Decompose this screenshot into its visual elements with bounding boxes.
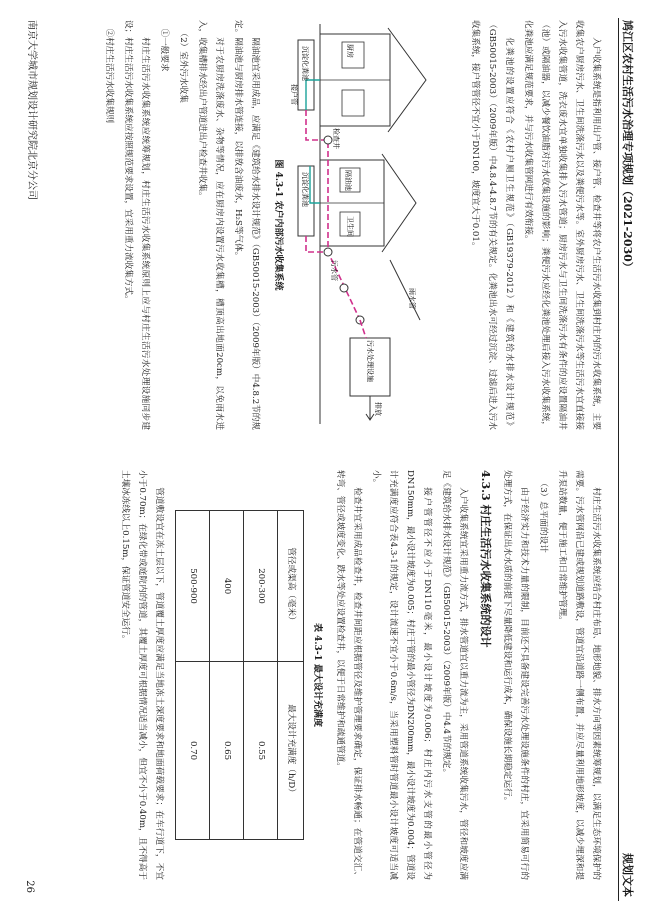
label-inspection-well: 检查井 xyxy=(332,128,340,149)
paragraph: 检查井宜采用成品检查井，检查井间距应根据管径及维护管理要求确定，保证排水畅通；在管道交汇、转弯、管径或坡度变化、跌水等处应设置检查井，以便于日常维护和疏通管道。 xyxy=(335,470,362,880)
right-column xyxy=(114,470,604,880)
paragraph: 入户收集系统是指利用出户管、接户管、检查井等将农户生活污水收集到村庄内的污水收集系统，主要收集农户厨房污水、卫生间洗涤污水以及粪便污水等。室外厨房污水、卫生间洗涤污水等生活污水宜直接接入污水收集管道，洗衣废水宜单独收集排入污水管道；厨房污水与卫生间洗涤污水有条件的应设置隔油井（池）或隔油器，以减少餐饮油脂对污水收集设施的影响；粪便污水应经化粪池处理后接入污水收集系统，化粪池应满足规范要求，并与污水收集管网进行有效衔接。 xyxy=(523,20,601,430)
table-title: 表 4.3-1 最大设计充满度 xyxy=(312,623,322,727)
label-sewer: 污水管 xyxy=(330,260,338,281)
label-toilet: 卫生间 xyxy=(346,216,354,237)
figure-caption: 图 4.3-1 农户内部污水收集系统 xyxy=(273,159,283,291)
page-number: 26 xyxy=(24,880,35,893)
left-column xyxy=(98,20,604,430)
section-title: 4.3.3 村庄生活污水收集系统的设计 xyxy=(479,470,492,648)
figure-drawing xyxy=(288,20,460,430)
paragraph: 接户管管径不应小于DN110毫米，最小设计坡度为0.006；村庄内污水支管的最小管径为DN150mm，最小设计坡度为0.005；村庄干管的最小管径为DN200mm，最小设计坡度为0.004；管道设计充满度应符合表4.3-1的规定，设计流速不宜小于0.6m/s，当采用塑料管时管道最小设计坡度可适当减小。 xyxy=(371,470,432,880)
table-cell: 400 xyxy=(210,511,244,662)
table-header-cell: 最大设计充满度（h/D） xyxy=(278,662,304,840)
subheading: ②村庄生活污水收集规则 xyxy=(104,28,114,124)
max-fullness-table xyxy=(175,510,304,840)
paragraph: 管道敷设宜在冻土层以下，管道覆土厚度应满足当地冻土深度要求和地面荷载要求；在车行道下，不宜小于0.70m；在绿化带或庭院内的管道，其覆土厚度可根据情况适当减小，但宜不小于0.40m，且不得高于土壤冰冻线以上0.15m，保证管道安全运行。 xyxy=(120,470,164,880)
label-rain-pipe: 雨水管 xyxy=(408,288,416,309)
subheading: （2）室外污水收集 xyxy=(178,28,188,103)
label-kitchen: 厨房 xyxy=(346,44,354,58)
paragraph: 化粪池的设置应符合《农村户厕卫生规范》（GB19379-2012）和《建筑给水排水设计规范》（GB50015-2003）（2009年版）中4.8.4-4.8.7节的有关规定。化粪池出水可经过沉淀、过滤后进入污水收集系统，接户管管径不宜小于DN100，坡度宜大于0.01。 xyxy=(470,20,514,430)
label-house-pipe: 接户管 xyxy=(290,84,298,105)
table-cell: 0.55 xyxy=(244,662,278,840)
header-doc-type: 规划文本 xyxy=(621,853,634,897)
label-grease-trap: 隔油池 xyxy=(344,170,352,191)
paragraph: 村庄生活污水收集系统应统筹规划，村庄生活污水收集系统原则上应与村庄生活污水处理设施同步建设；村庄生活污水收集系统应按照规范要求设置，宜采用重力流收集方式。 xyxy=(123,20,150,430)
subheading: ①一般要求 xyxy=(159,28,169,72)
table-row xyxy=(210,511,244,840)
label-outfall: 排放 xyxy=(374,402,382,416)
header-rule xyxy=(618,18,619,901)
paragraph: 对于农厨房洗涤废水、杂物等情况，应在厨房内设置污水收集槽，槽顶高出地面20cm，以免雨水进入，收集槽排水经出户管道进出户检查井收集。 xyxy=(197,20,224,430)
label-septic-2: 沉淀化粪池 xyxy=(301,172,309,207)
paragraph: 村庄生活污水收集系统应结合村庄布局、地形地貌、排水方向等因素统筹规划，以满足生态环境保护的需要。污水管网沿已建或规划道路敷设，管道宜沿道路一侧布置，并应尽量利用地形坡度，以减少埋深和提升泵站数量，便于施工和日常维护管理。 xyxy=(557,470,601,880)
table-row xyxy=(244,511,278,840)
table-header-cell: 管径或渠高（毫米） xyxy=(278,511,304,662)
subheading: （3）总平面的设计 xyxy=(538,478,548,553)
table-cell: 0.65 xyxy=(210,662,244,840)
paragraph: 隔油池宜采用成品，应满足《建筑给水排水设计规范》（GB50015-2003）（2009年版）中4.8.2节的规定。隔油池与厨房排水管连接，以排放含油废水，H₂S等气体。 xyxy=(233,20,260,430)
table-row xyxy=(176,511,210,840)
table-header-row xyxy=(278,511,304,840)
label-treatment: 污水处理设施 xyxy=(366,340,374,382)
paragraph: 入户收集系统宜采用重力流方式，排水管道宜以重力流为主，采用管道系统收集污水，管径和坡度应满足《建筑给水排水设计规范》（GB50015-2003）（2009年版）中4.4节的规定。 xyxy=(441,470,468,880)
paragraph: 由于经济实力和技术力量的限制，目前还不具备建设完善污水处理设施条件的村庄，宜采用简易可行的处理方式，在保证出水水质的前提下尽量降低建设和运行成本，确保设施长期稳定运行。 xyxy=(502,470,529,880)
header-title: 鸠江区农村生活污水治理专项规划（2021-2030） xyxy=(621,20,634,273)
footer-org: 南京大学城市规划设计研究院北京分公司 xyxy=(26,20,37,200)
table-cell: 200-300 xyxy=(244,511,278,662)
table-cell: 0.70 xyxy=(176,662,210,840)
household-sewage-figure xyxy=(288,20,460,430)
label-septic-1: 沉淀化粪池 xyxy=(301,46,309,81)
table-cell: 500-900 xyxy=(176,511,210,662)
